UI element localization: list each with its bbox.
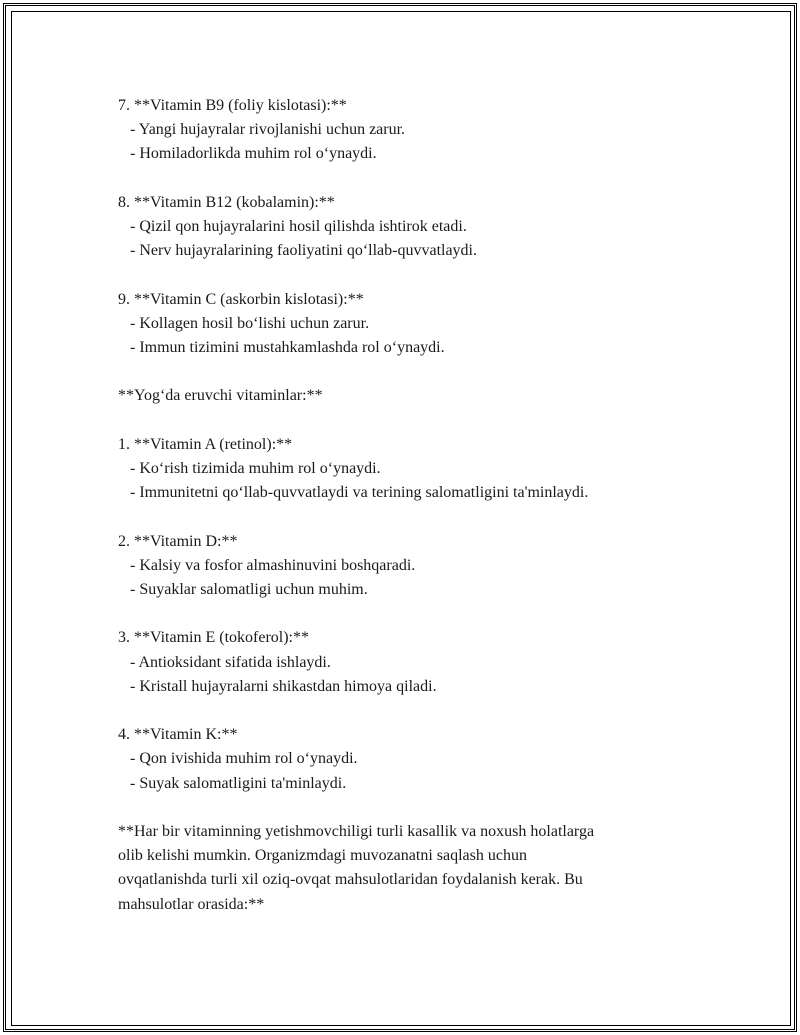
paragraph-line: **Har bir vitaminning yetishmovchiligi turli kasallik va noxush holatlarga: [118, 822, 595, 840]
document-body: [118, 94, 698, 917]
list-item: - Immun tizimini mustahkamlashda rol o‘ynaydi.: [130, 339, 445, 356]
list-item: - Antioksidant sifatida ishlaydi.: [130, 653, 331, 671]
list-item: - Ko‘rish tizimida muhim rol o‘ynaydi.: [130, 459, 381, 477]
list-item: - Homiladorlikda muhim rol o‘ynaydi.: [130, 145, 377, 163]
vitamin-b12-section: [118, 191, 698, 264]
list-item: - Suyak salomatligini ta'minlaydi.: [130, 774, 347, 792]
paragraph-line: mahsulotlar orasida:**: [118, 895, 265, 913]
fat-soluble-heading: **Yog‘da eruvchi vitaminlar:**: [118, 387, 323, 405]
section-heading: 8. **Vitamin B12 (kobalamin):**: [118, 193, 335, 211]
section-heading: 9. **Vitamin C (askorbin kislotasi):**: [118, 290, 364, 308]
vitamin-d-section: [118, 530, 698, 603]
vitamin-e-section: [118, 626, 698, 699]
list-item: - Nerv hujayralarining faoliyatini qo‘llab-quvvatlaydi.: [130, 242, 477, 260]
fat-soluble-heading-block: [118, 384, 698, 408]
vitamin-a-section: [118, 433, 698, 506]
section-heading: 3. **Vitamin E (tokoferol):**: [118, 629, 309, 647]
vitamin-k-section: [118, 723, 698, 796]
section-heading: 1. **Vitamin A (retinol):**: [118, 435, 293, 453]
list-item: - Immunitetni qo‘llab-quvvatlaydi va terining salomatligini ta'minlaydi.: [130, 484, 589, 502]
vitamin-b9-section: [118, 94, 698, 167]
list-item: - Qon ivishida muhim rol o‘ynaydi.: [130, 750, 358, 768]
list-item: - Yangi hujayralar rivojlanishi uchun zarur.: [130, 121, 406, 139]
list-item: - Kalsiy va fosfor almashinuvini boshqaradi.: [130, 556, 416, 574]
list-item: - Kollagen hosil bo‘lishi uchun zarur.: [130, 314, 370, 332]
section-heading: 7. **Vitamin B9 (foliy kislotasi):**: [118, 97, 347, 114]
list-item: - Suyaklar salomatligi uchun muhim.: [130, 580, 368, 598]
section-heading: 2. **Vitamin D:**: [118, 532, 238, 550]
vitamin-c-section: [118, 288, 698, 361]
list-item: - Kristall hujayralarni shikastdan himoya qiladi.: [130, 677, 437, 695]
closing-paragraph: [118, 820, 683, 917]
section-heading: 4. **Vitamin K:**: [118, 726, 238, 744]
list-item: - Qizil qon hujayralarini hosil qilishda ishtirok etadi.: [130, 218, 467, 235]
paragraph-line: olib kelishi mumkin. Organizmdagi muvozanatni saqlash uchun: [118, 847, 527, 865]
paragraph-line: ovqatlanishda turli xil oziq-ovqat mahsulotlaridan foydalanish kerak. Bu: [118, 871, 583, 889]
